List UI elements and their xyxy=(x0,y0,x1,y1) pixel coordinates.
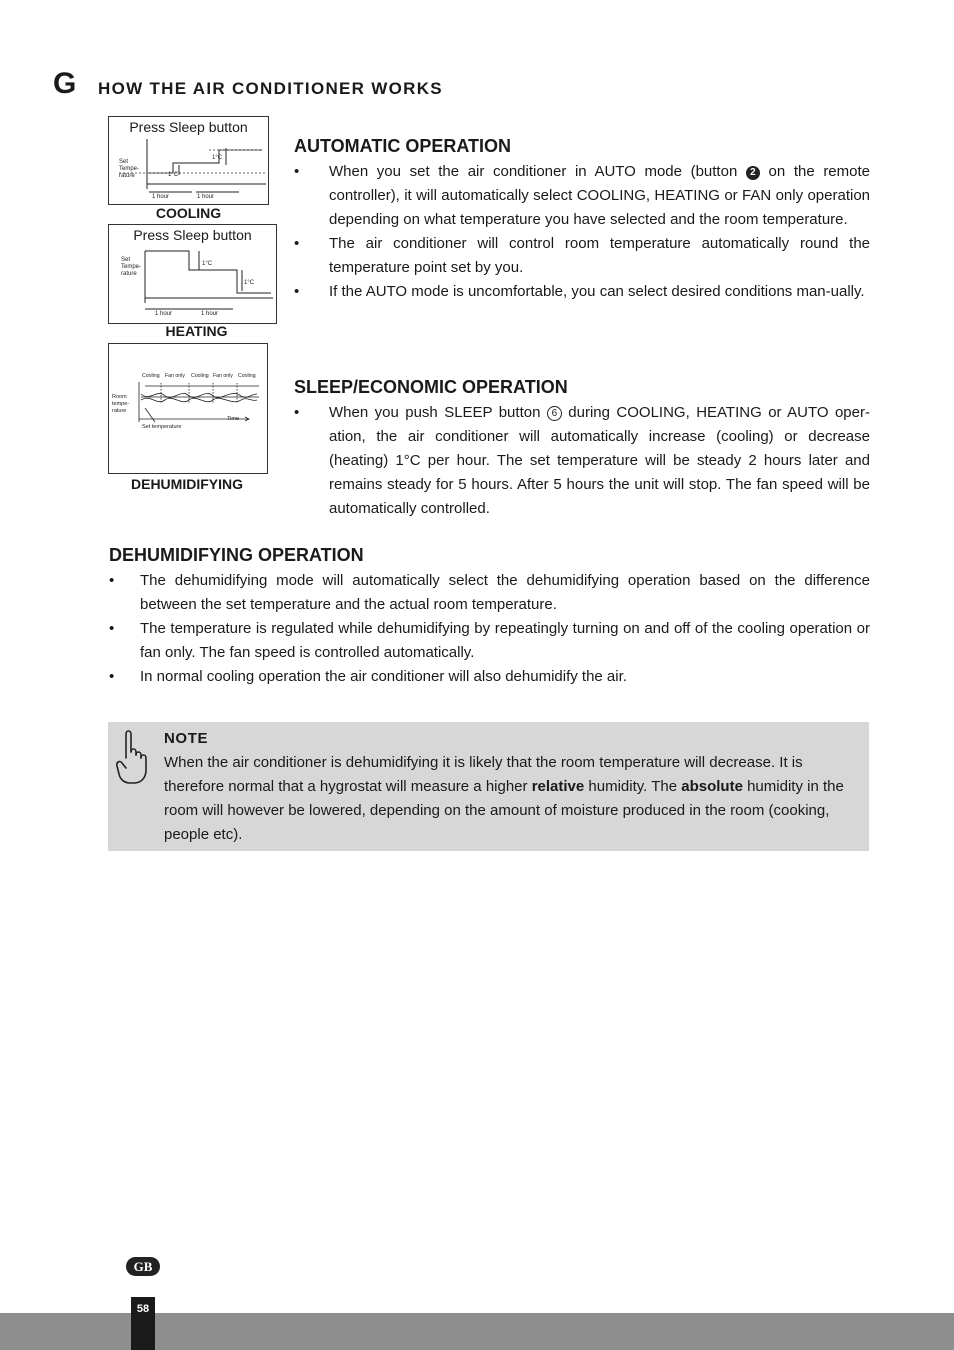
note-text-a: When the air conditioner is dehumidifying it is likely that the room temperature will decrease. It is therefore normal that a hygrostat will measure a higher xyxy=(164,754,803,796)
list-item xyxy=(109,617,870,665)
mode-label-2: Fan only xyxy=(165,373,185,379)
mode-label-3: Cooling xyxy=(191,373,209,379)
room-temp-label-2: tempe- xyxy=(112,401,130,407)
heating-chart xyxy=(109,225,276,323)
dehumidifying-caption: DEHUMIDIFYING xyxy=(131,476,243,492)
heating-time-label-2: 1 hour xyxy=(201,311,219,317)
automatic-operation-list xyxy=(294,160,870,305)
mode-label-5: Cooling xyxy=(238,373,256,379)
automatic-bullet-3-text: If the AUTO mode is uncomfortable, you can select desired conditions man-ually. xyxy=(329,283,865,301)
heating-set-label-1: Set xyxy=(121,257,131,263)
note-bold-relative: relative xyxy=(531,778,585,796)
cooling-step-label-1: 1°C xyxy=(168,172,179,178)
dehumidifying-bullet-3-text: In normal cooling operation the air conditioner will also dehumidify the air. xyxy=(140,668,627,686)
list-item xyxy=(294,401,870,521)
dehumidifying-chart xyxy=(109,344,267,473)
heating-diagram xyxy=(108,224,277,324)
mode-label-1: Cooling xyxy=(142,373,160,379)
note-title: NOTE xyxy=(164,730,209,747)
dehumidifying-operation-list xyxy=(109,569,870,689)
set-temperature-label: Set temperature xyxy=(142,424,182,430)
pointing-hand-icon xyxy=(114,728,150,786)
list-item xyxy=(294,160,870,232)
cooling-set-label-2: Tempe- xyxy=(119,166,140,172)
heating-diagram-heading: Press Sleep button xyxy=(133,227,252,243)
automatic-bullet-1-text-b: on the remote controller), it will automatically select COOLING, HEATING or FAN only operation depending on what temperature you have selected and the room temperature. xyxy=(329,163,870,229)
sleep-operation-heading: SLEEP/ECONOMIC OPERATION xyxy=(294,377,568,397)
heating-step-label-2: 1°C xyxy=(244,280,255,286)
bullet-icon: • xyxy=(294,163,300,180)
note-box xyxy=(108,722,869,851)
sleep-bullet-text-a: When you push SLEEP button xyxy=(329,404,541,421)
list-item xyxy=(294,232,870,280)
automatic-bullet-1-text-a: When you set the air conditioner in AUTO mode (button xyxy=(329,163,738,180)
cooling-caption: COOLING xyxy=(155,205,222,221)
time-axis-label: Time xyxy=(227,416,240,422)
list-item xyxy=(109,665,870,689)
section-letter: G xyxy=(53,67,77,100)
dehumidifying-bullet-2-text: The temperature is regulated while dehumidifying by repeatingly turning on and off of the cooling operation or fan only. The fan speed is controlled automatically. xyxy=(140,620,870,662)
heating-caption: HEATING xyxy=(165,323,228,339)
cooling-time-label-1: 1 hour xyxy=(152,194,170,200)
cooling-time-label-2: 1 hour xyxy=(197,194,215,200)
list-item xyxy=(109,569,870,617)
bullet-icon: • xyxy=(109,572,115,589)
dehumidifying-diagram xyxy=(108,343,268,474)
cooling-set-label-1: Set xyxy=(119,159,129,165)
room-temp-label-1: Room xyxy=(112,394,127,400)
dehumidifying-operation-heading: DEHUMIDIFYING OPERATION xyxy=(109,545,364,565)
cooling-chart xyxy=(109,117,268,204)
remote-button-2-icon: 2 xyxy=(746,166,760,180)
bullet-icon: • xyxy=(294,283,300,301)
cooling-step-label-2: 1°C xyxy=(212,155,223,161)
heating-step-label-1: 1°C xyxy=(202,261,213,267)
automatic-bullet-2-text: The air conditioner will control room temperature automatically round the temperature point set by you. xyxy=(329,235,870,277)
heating-set-label-3: rature xyxy=(121,271,137,277)
mode-label-4: Fan only xyxy=(213,373,233,379)
language-badge: GB xyxy=(126,1257,160,1276)
room-temp-label-3: rature xyxy=(112,408,127,414)
note-bold-absolute: absolute xyxy=(681,778,743,796)
list-item xyxy=(294,280,870,304)
bullet-icon: • xyxy=(294,235,300,253)
page-number: 58 xyxy=(131,1297,155,1350)
bullet-icon: • xyxy=(294,404,300,421)
dehumidifying-bullet-1-text: The dehumidifying mode will automatically select the dehumidifying operation based on the difference between the set temperature and the actual room temperature. xyxy=(140,572,870,614)
note-text xyxy=(164,751,864,847)
automatic-operation-heading: AUTOMATIC OPERATION xyxy=(294,136,511,156)
cooling-set-label-3: rature xyxy=(119,173,135,179)
section-title: HOW THE AIR CONDITIONER WORKS xyxy=(98,79,443,98)
heating-set-label-2: Tempe- xyxy=(121,264,142,270)
cooling-diagram xyxy=(108,116,269,205)
bullet-icon: • xyxy=(109,620,115,638)
sleep-bullet-text-b: during COOLING, HEATING or AUTO oper-ation, the air conditioner will automatically increase (cooling) or decrease (heating) 1°C per hour. The set temperature will be steady 2 hours later and remains steady for 5 hours. After 5 hours the unit will stop. The fan speed will be automatically controlled. xyxy=(329,404,870,518)
sleep-operation-list xyxy=(294,401,870,521)
cooling-diagram-heading: Press Sleep button xyxy=(129,119,248,135)
note-text-c: humidity in the room will however be lowered, depending on the amount of moisture produced in the room (cooking, people etc). xyxy=(164,778,844,844)
bullet-icon: • xyxy=(109,668,115,686)
note-text-b: humidity. The xyxy=(588,778,678,796)
remote-button-6-icon: 6 xyxy=(547,406,562,421)
heating-time-label-1: 1 hour xyxy=(155,311,173,317)
